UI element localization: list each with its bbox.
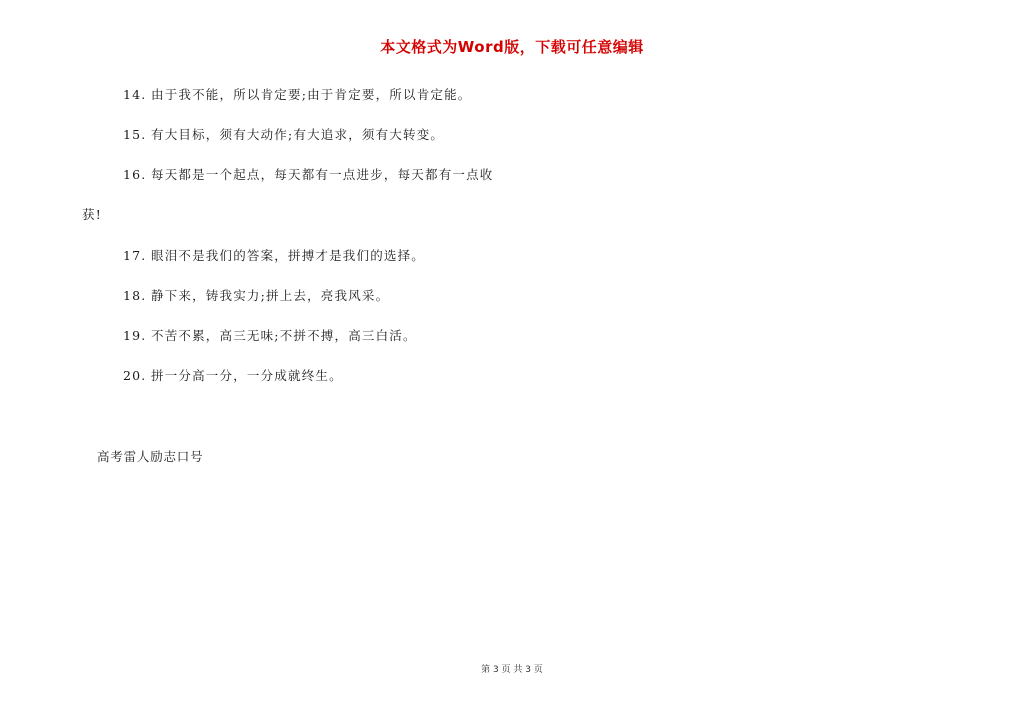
header-title: 本文格式为Word版，下载可任意编辑	[380, 38, 644, 56]
item-text: 每天都是一个起点，每天都有一点进步，每天都有一点收	[151, 167, 494, 182]
item-number: 20.	[123, 368, 147, 383]
slogan-item-20	[123, 368, 343, 384]
item-number: 16.	[123, 167, 147, 182]
slogan-item-15	[123, 127, 444, 143]
item-text: 不苦不累，高三无味;不拼不搏，高三白活。	[151, 328, 417, 343]
item-text: 静下来，铸我实力;拼上去，亮我风采。	[151, 288, 390, 303]
section-title: 高考雷人励志口号	[97, 449, 204, 464]
slogan-item-17	[123, 248, 425, 264]
item-number: 18.	[123, 288, 147, 303]
item-text: 有大目标，须有大动作;有大追求，须有大转变。	[151, 127, 445, 142]
item-number: 19.	[123, 328, 147, 343]
slogan-item-16	[123, 167, 494, 183]
item-text: 拼一分高一分，一分成就终生。	[151, 368, 343, 383]
item-number: 15.	[123, 127, 147, 142]
slogan-item-16-continuation	[82, 207, 102, 223]
slogan-item-18	[123, 288, 389, 304]
item-number: 17.	[123, 248, 147, 263]
item-text: 获!	[82, 207, 102, 222]
slogan-item-14	[123, 87, 472, 103]
item-text: 由于我不能，所以肯定要;由于肯定要，所以肯定能。	[151, 87, 472, 102]
slogan-item-19	[123, 328, 417, 344]
page-number: 第 3 页 共 3 页	[481, 665, 543, 675]
item-number: 14.	[123, 87, 147, 102]
item-text: 眼泪不是我们的答案，拼搏才是我们的选择。	[151, 248, 426, 263]
